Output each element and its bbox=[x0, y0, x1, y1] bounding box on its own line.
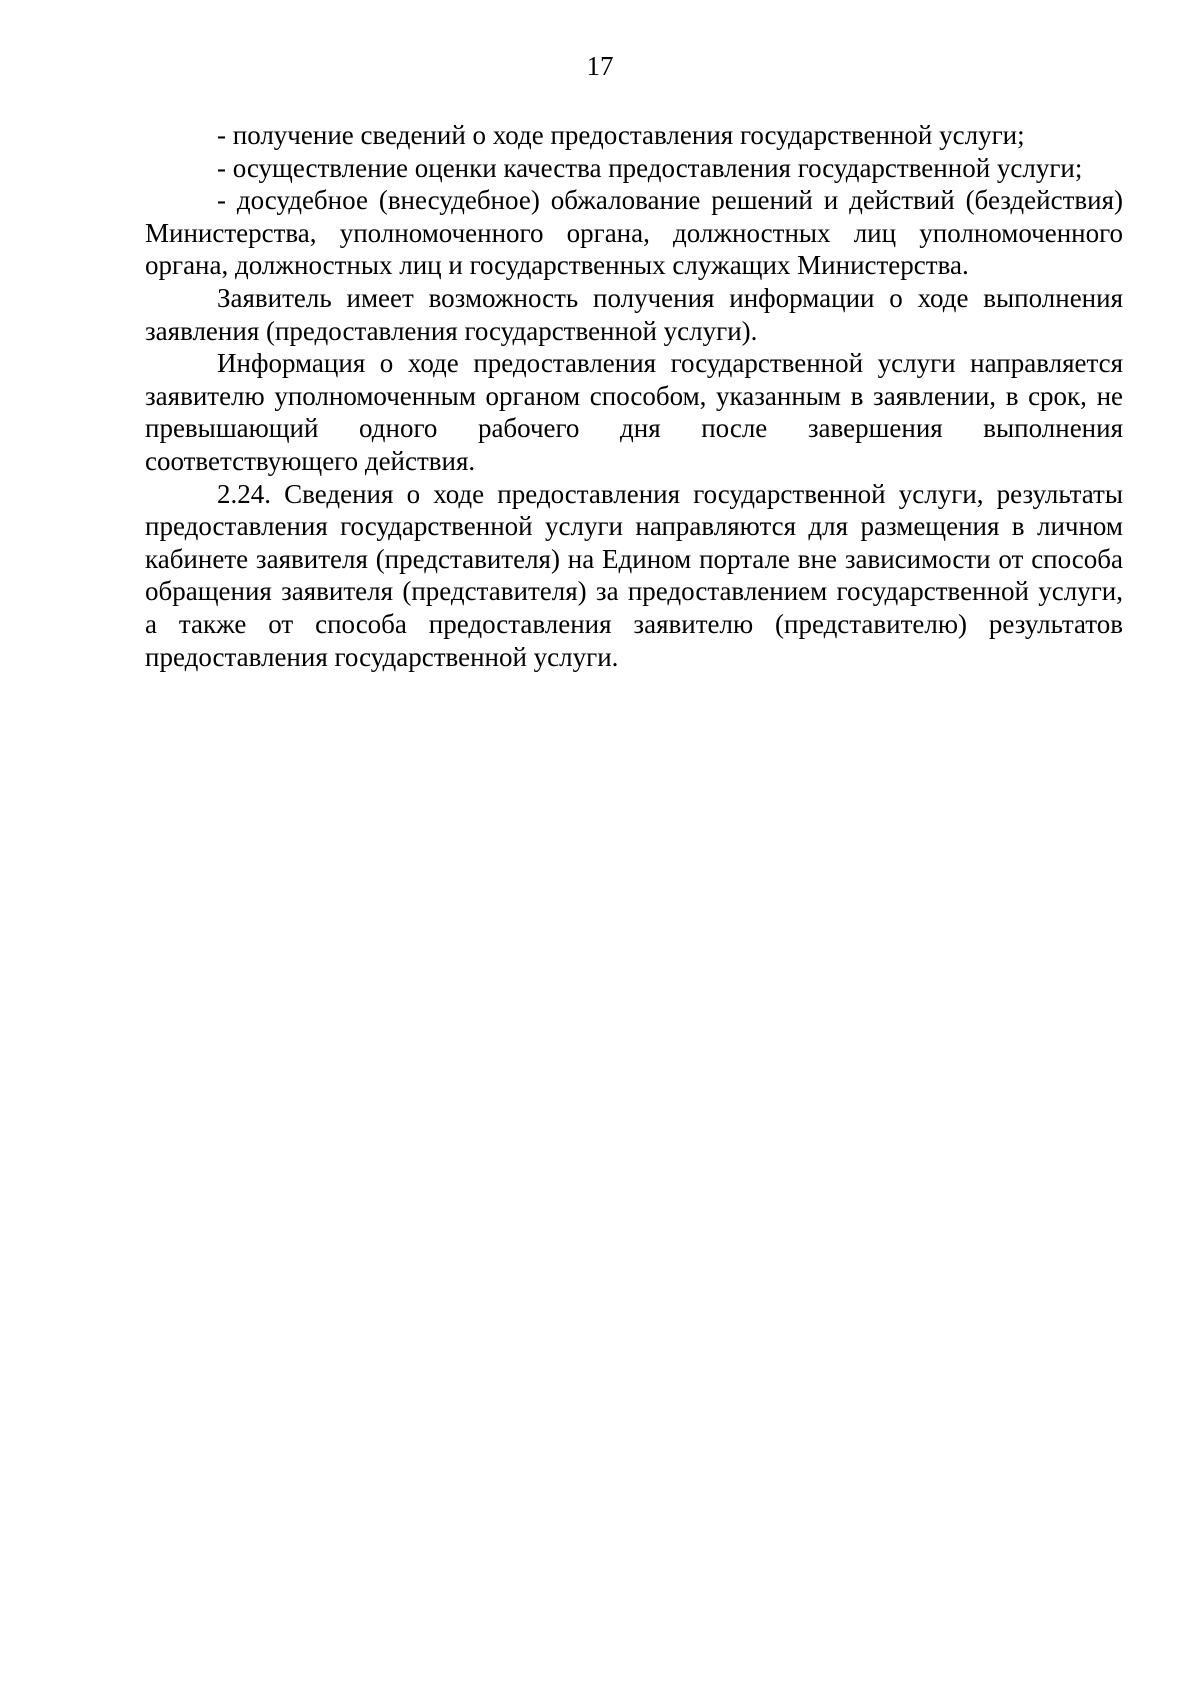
paragraph-section-2-24: 2.24. Сведения о ходе предоставления государственной услуги, результаты предоставления государственной услуги направляются для размещения в личном кабинете заявителя (представителя) на Едином портале вне зависимости от способа обращения заявителя (представителя) за предоставлением государственной услуги, а также от способа предоставления заявителю (представителю) результатов предоставления государственной услуги. bbox=[145, 478, 1123, 672]
paragraph-info-delivery: Информация о ходе предоставления государственной услуги направляется заявителю уполномоченным органом способом, указанным в заявлении, в срок, не превышающий одного рабочего дня после завершения выполнения соответствующего действия. bbox=[145, 348, 1123, 476]
document-body bbox=[145, 119, 1123, 673]
paragraph-list-item-quality-assessment: - осуществление оценки качества предоставления государственной услуги; bbox=[217, 152, 1083, 183]
paragraph-list-item-pretrial-appeal: - досудебное (внесудебное) обжалование решений и действий (бездействия) Министерства, уполномоченного органа, должностных лиц уполномоченного органа, должностных лиц и государственных служащих Министерства. bbox=[145, 185, 1123, 281]
page-number: 17 bbox=[586, 51, 614, 81]
paragraph-list-item-status-info: - получение сведений о ходе предоставления государственной услуги; bbox=[217, 120, 1025, 150]
paragraph-applicant-info-access: Заявитель имеет возможность получения информации о ходе выполнения заявления (предоставления государственной услуги). bbox=[145, 282, 1123, 346]
